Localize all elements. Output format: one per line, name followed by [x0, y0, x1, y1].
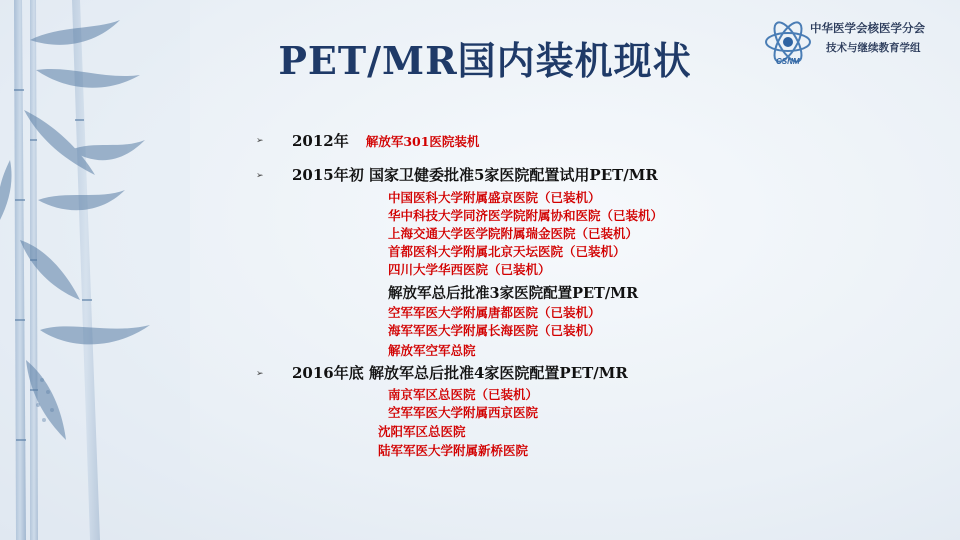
item-detail: 解放军301医院装机 — [365, 134, 480, 149]
approved-hospital: 上海交通大学医学院附属瑞金医院（已装机） — [388, 226, 639, 241]
approved-hospital: 沈阳军区总医院 — [378, 424, 466, 439]
list-item — [292, 130, 479, 151]
item-lead: 2015年初 国家卫健委批准5家医院配置试用PET/MR — [292, 166, 658, 184]
logo-group-name: 技术与继续教育学组 — [826, 42, 921, 54]
bullet-marker: ➢ — [256, 369, 264, 379]
logo-mark-text: CSNM — [776, 57, 800, 66]
item-lead: 2012年 — [292, 132, 349, 150]
approved-hospital: 空军军医大学附属西京医院 — [388, 405, 539, 420]
approved-hospital: 南京军区总医院（已装机） — [388, 387, 539, 402]
approved-hospital: 海军军医大学附属长海医院（已装机） — [388, 323, 601, 338]
approved-hospital: 华中科技大学同济医学院附属协和医院（已装机） — [388, 208, 664, 223]
slide-title: PET/MR国内装机现状 — [278, 38, 692, 83]
approved-hospital: 中国医科大学附属盛京医院（已装机） — [388, 190, 601, 205]
csnm-logo — [760, 14, 960, 70]
logo-org-name: 中华医学会核医学分会 — [810, 21, 925, 35]
approved-hospital: 四川大学华西医院（已装机） — [388, 262, 551, 277]
item-lead: 2016年底 解放军总后批准4家医院配置PET/MR — [292, 364, 628, 382]
approved-hospital: 空军军医大学附属唐都医院（已装机） — [388, 305, 601, 320]
approved-hospital: 陆军军医大学附属新桥医院 — [378, 443, 529, 458]
approved-hospital: 首都医科大学附属北京天坛医院（已装机） — [388, 244, 626, 259]
bamboo-decoration — [0, 0, 190, 540]
approved-hospital: 解放军空军总院 — [388, 343, 476, 358]
bullet-marker: ➢ — [256, 136, 264, 146]
bullet-marker: ➢ — [256, 171, 264, 181]
sub-heading: 解放军总后批准3家医院配置PET/MR — [388, 285, 639, 302]
